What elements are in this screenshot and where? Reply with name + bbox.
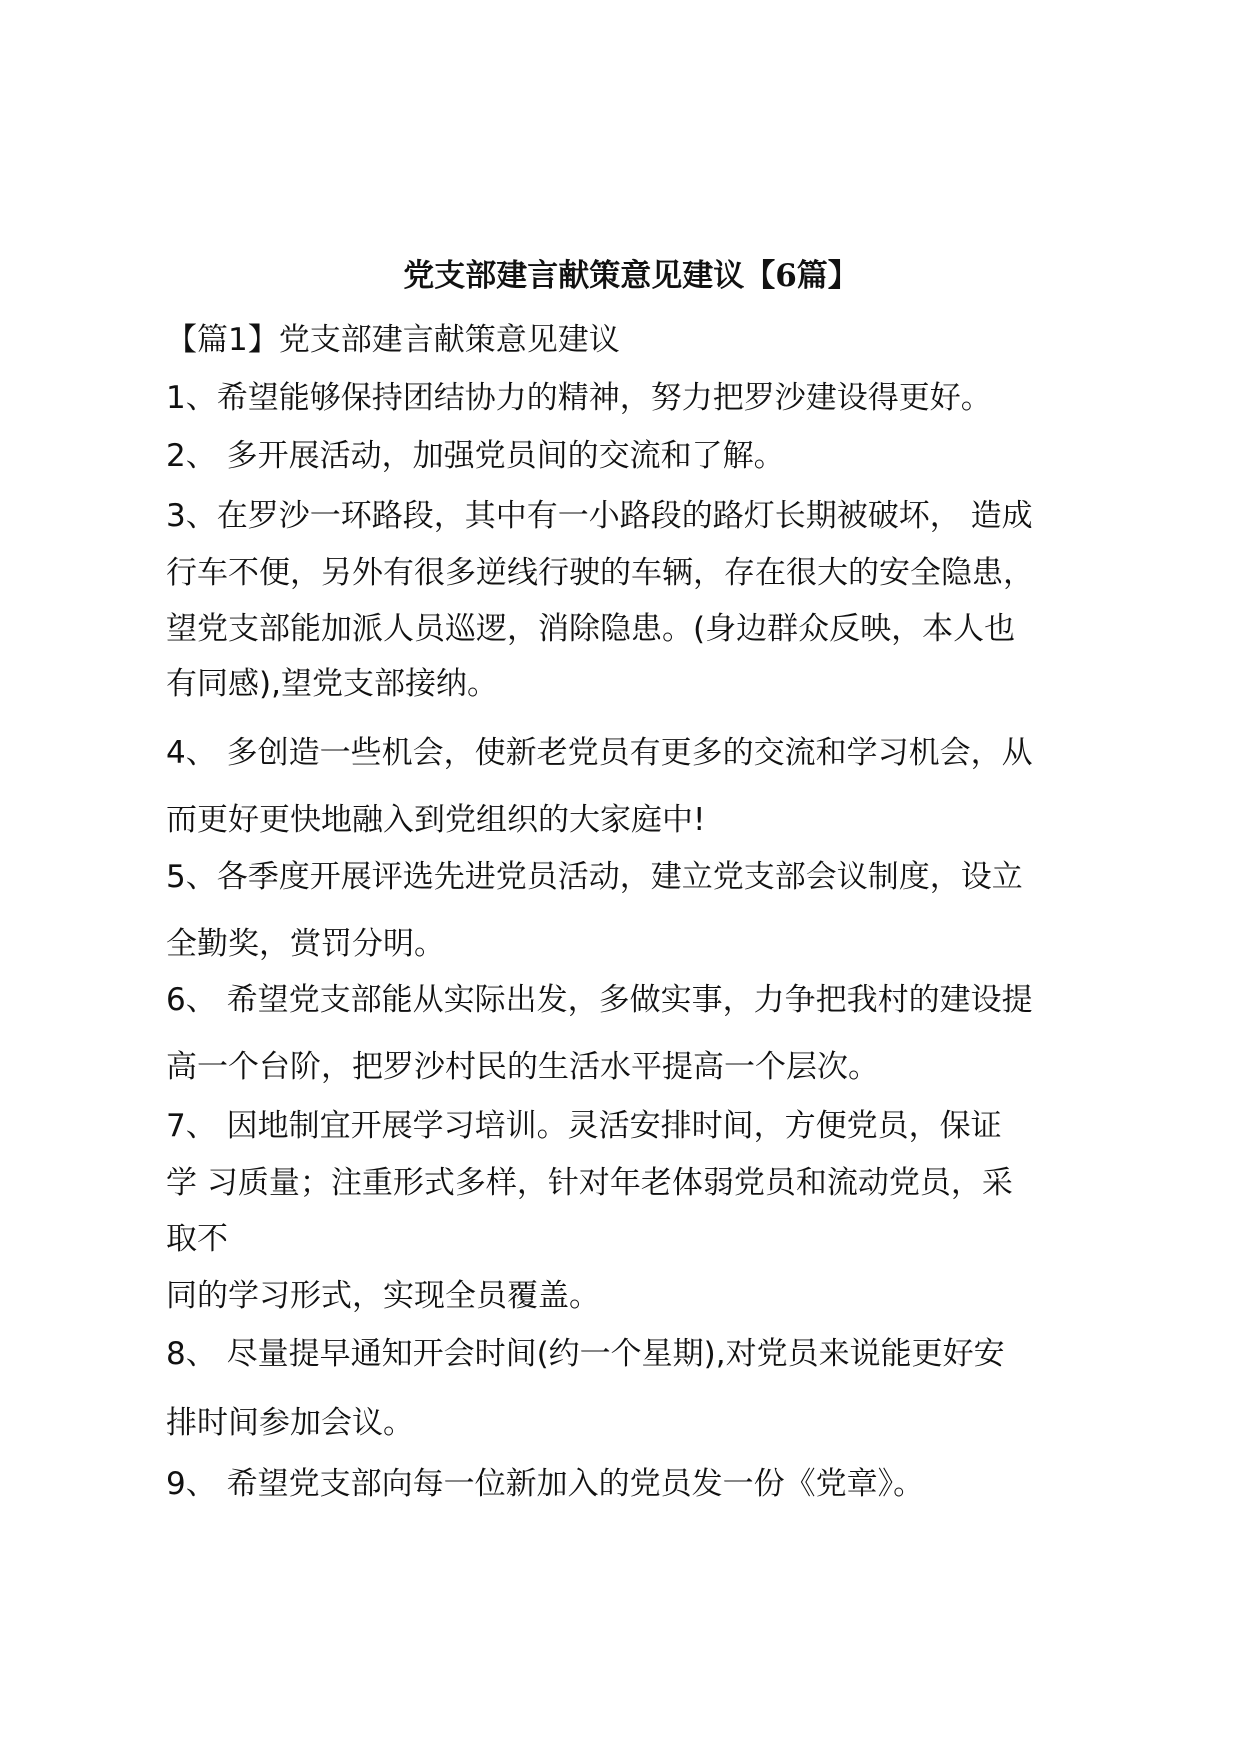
text-line: 6、 希望党支部能从实际出发，多做实事，力争把我村的建设提 — [166, 982, 1033, 1018]
text-line: 学 习质量；注重形式多样，针对年老体弱党员和流动党员，采 — [166, 1165, 1013, 1201]
text-line: 行车不便，另外有很多逆线行驶的车辆，存在很大的安全隐患， — [166, 555, 1034, 591]
text-line: 8、 尽量提早通知开会时间(约一个星期),对党员来说能更好安 — [166, 1336, 1005, 1372]
text-line: 取不 — [166, 1221, 228, 1257]
text-line: 而更好更快地融入到党组织的大家庭中! — [166, 802, 706, 838]
text-line: 5、各季度开展评选先进党员活动，建立党支部会议制度，设立 — [166, 859, 1023, 895]
text-line: 高一个台阶，把罗沙村民的生活水平提高一个层次。 — [166, 1049, 879, 1085]
section-heading: 【篇1】党支部建言献策意见建议 — [166, 322, 620, 358]
text-line: 7、 因地制宜开展学习培训。灵活安排时间，方便党员，保证 — [166, 1108, 1002, 1144]
text-line: 有同感),望党支部接纳。 — [166, 666, 498, 702]
text-line: 全勤奖，赏罚分明。 — [166, 926, 445, 962]
document-page — [166, 0, 1096, 1754]
text-line: 排时间参加会议。 — [166, 1405, 414, 1441]
text-line: 4、 多创造一些机会，使新老党员有更多的交流和学习机会，从 — [166, 735, 1033, 771]
text-line: 同的学习形式，实现全员覆盖。 — [166, 1278, 600, 1314]
text-line: 9、 希望党支部向每一位新加入的党员发一份《党章》。 — [166, 1466, 925, 1502]
text-line: 3、在罗沙一环路段，其中有一小路段的路灯长期被破坏， 造成 — [166, 498, 1033, 534]
text-line: 1、希望能够保持团结协力的精神，努力把罗沙建设得更好。 — [166, 380, 992, 416]
document-title: 党支部建言献策意见建议【6篇】 — [403, 258, 859, 294]
text-line: 望党支部能加派人员巡逻，消除隐患。(身边群众反映，本人也 — [166, 611, 1016, 647]
text-line: 2、 多开展活动，加强党员间的交流和了解。 — [166, 438, 785, 474]
